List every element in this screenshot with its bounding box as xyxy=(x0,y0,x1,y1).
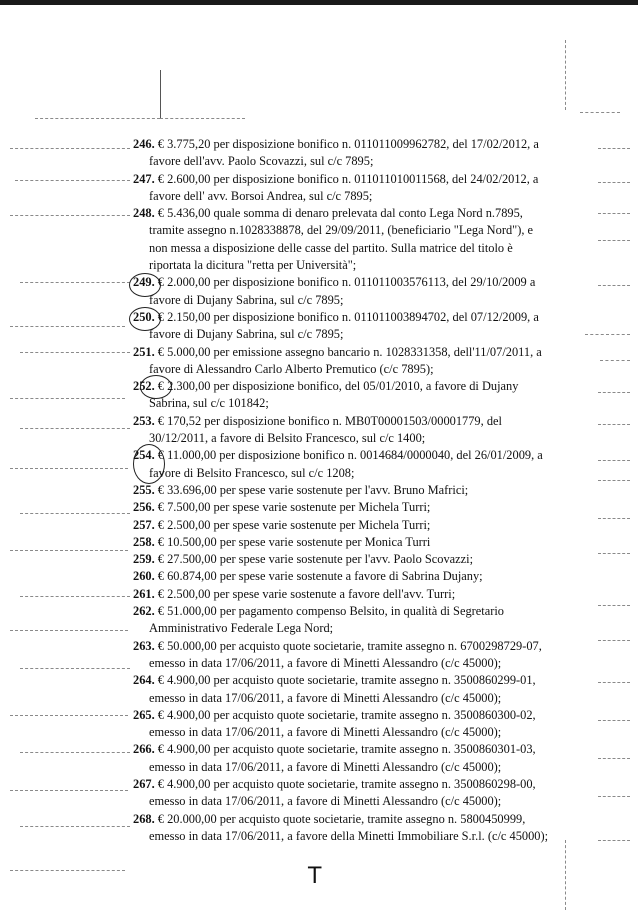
handwritten-mark: T xyxy=(308,864,322,889)
scan-line xyxy=(598,553,630,554)
entry-number: 267. xyxy=(133,776,155,791)
entry-number: 265. xyxy=(133,707,155,722)
entry-number: 260. xyxy=(133,569,155,584)
list-item xyxy=(133,136,589,171)
entry-number: 251. xyxy=(133,344,155,359)
scan-line xyxy=(598,285,630,286)
list-item xyxy=(133,447,589,482)
scan-line xyxy=(598,480,630,481)
scan-line xyxy=(10,630,128,631)
entry-text: € 2.000,00 per disposizione bonifico n. 011011003576113, del 29/10/2009 a xyxy=(157,275,536,290)
entry-number: 258. xyxy=(133,534,155,549)
entry-number: 259. xyxy=(133,552,155,567)
entry-text: € 2.500,00 per spese varie sostenute a favore dell'avv. Turri; xyxy=(157,586,456,601)
entry-number: 247. xyxy=(133,171,155,186)
scan-line xyxy=(10,550,128,551)
list-item xyxy=(133,309,589,344)
entry-text: emesso in data 17/06/2011, a favore della Minetti Immobiliare S.r.l. (c/c 45000); xyxy=(149,828,549,843)
entry-text: € 60.874,00 per spese varie sostenute a favore di Sabrina Dujany; xyxy=(157,569,483,584)
scan-line xyxy=(585,334,630,335)
entry-text: € 4.900,00 per acquisto quote societarie, tramite assegno n. 3500860299-01, xyxy=(157,673,536,688)
entry-number: 257. xyxy=(133,517,155,532)
entry-text: € 3.775,20 per disposizione bonifico n. 011011009962782, del 17/02/2012, a xyxy=(157,137,539,151)
scan-line xyxy=(10,148,130,149)
entry-text: favore dell' avv. Borsoi Andrea, sul c/c 7895; xyxy=(149,188,373,203)
entry-number: 268. xyxy=(133,811,155,826)
scan-line xyxy=(10,870,125,871)
scan-line xyxy=(598,720,630,721)
entry-text: € 4.900,00 per acquisto quote societarie, tramite assegno n. 3500860298-00, xyxy=(157,776,536,791)
entry-number: 262. xyxy=(133,604,155,619)
scan-line xyxy=(20,513,130,514)
entry-text: € 2.300,00 per disposizione bonifico, del 05/01/2010, a favore di Dujany xyxy=(157,379,519,394)
entry-number: 249. xyxy=(133,275,155,290)
entry-text: favore di Belsito Francesco, sul c/c 1208; xyxy=(149,465,355,480)
scan-line xyxy=(35,118,160,119)
scan-line xyxy=(598,682,630,683)
entry-text: € 2.600,00 per disposizione bonifico n. 011011010011568, del 24/02/2012, a xyxy=(157,171,539,186)
entry-text: tramite assegno n.1028338878, del 29/09/2011, (beneficiario "Lega Nord"), e xyxy=(149,223,534,238)
scan-line xyxy=(10,215,130,216)
list-item xyxy=(133,551,589,568)
entry-text: € 170,52 per disposizione bonifico n. MB0T00001503/00001779, del xyxy=(157,413,502,428)
list-item xyxy=(133,568,589,585)
entry-text: Sabrina, sul c/c 101842; xyxy=(149,396,269,411)
entry-text: emesso in data 17/06/2011, a favore di Minetti Alessandro (c/c 45000); xyxy=(149,655,502,670)
scan-line xyxy=(160,118,245,119)
entry-text: favore dell'avv. Paolo Scovazzi, sul c/c 7895; xyxy=(149,154,374,169)
scan-vertical-mark xyxy=(565,40,566,110)
list-item xyxy=(133,586,589,603)
scan-line xyxy=(15,180,130,181)
scan-line xyxy=(598,392,630,393)
list-item xyxy=(133,741,589,776)
scan-line xyxy=(10,326,125,327)
scan-line xyxy=(598,796,630,797)
scan-line xyxy=(598,758,630,759)
entry-text: non messa a disposizione delle casse del partito. Sulla matrice del titolo è xyxy=(149,240,513,255)
list-item xyxy=(133,205,589,274)
list-item xyxy=(133,482,589,499)
entry-number: 250. xyxy=(133,309,155,324)
scan-line xyxy=(20,596,130,597)
entry-text: € 51.000,00 per pagamento compenso Belsito, in qualità di Segretario xyxy=(157,604,504,619)
scan-line xyxy=(10,790,128,791)
entry-number: 252. xyxy=(133,379,155,394)
list-item xyxy=(133,378,589,413)
entry-text: favore di Dujany Sabrina, sul c/c 7895; xyxy=(149,292,344,307)
entry-number: 263. xyxy=(133,638,155,653)
entry-number: 264. xyxy=(133,673,155,688)
scan-line xyxy=(598,213,630,214)
scan-line xyxy=(580,112,620,113)
entry-number: 256. xyxy=(133,500,155,515)
scan-line xyxy=(598,640,630,641)
list-item xyxy=(133,776,589,811)
list-item xyxy=(133,603,589,638)
entry-text: emesso in data 17/06/2011, a favore di Minetti Alessandro (c/c 45000); xyxy=(149,759,502,774)
entry-text: emesso in data 17/06/2011, a favore di Minetti Alessandro (c/c 45000); xyxy=(149,690,502,705)
scan-line xyxy=(10,398,125,399)
list-item xyxy=(133,344,589,379)
list-item xyxy=(133,638,589,673)
entry-text: € 4.900,00 per acquisto quote societarie, tramite assegno n. 3500860301-03, xyxy=(157,742,536,757)
scan-line xyxy=(20,752,130,753)
entry-number: 255. xyxy=(133,482,155,497)
scan-line xyxy=(10,468,128,469)
entry-text: € 7.500,00 per spese varie sostenute per Michela Turri; xyxy=(157,500,431,515)
scan-vertical-mark xyxy=(565,840,566,910)
list-item xyxy=(133,413,589,448)
list-item xyxy=(133,672,589,707)
entry-text: € 20.000,00 per acquisto quote societarie, tramite assegno n. 5800450999, xyxy=(157,811,526,826)
expense-list xyxy=(133,136,589,845)
scan-line xyxy=(598,148,630,149)
scan-line xyxy=(598,518,630,519)
entry-number: 246. xyxy=(133,137,155,151)
list-item xyxy=(133,171,589,206)
entry-number: 253. xyxy=(133,413,155,428)
entry-text: € 50.000,00 per acquisto quote societarie, tramite assegno n. 6700298729-07, xyxy=(157,638,542,653)
list-item xyxy=(133,274,589,309)
entry-text: favore di Dujany Sabrina, sul c/c 7895; xyxy=(149,327,344,342)
entry-text: Amministrativo Federale Lega Nord; xyxy=(149,621,334,636)
entry-text: emesso in data 17/06/2011, a favore di Minetti Alessandro (c/c 45000); xyxy=(149,794,502,809)
list-item xyxy=(133,534,589,551)
scan-line xyxy=(598,182,630,183)
entry-text: € 5.000,00 per emissione assegno bancario n. 1028331358, dell'11/07/2011, a xyxy=(157,344,542,359)
entry-number: 266. xyxy=(133,742,155,757)
scan-line xyxy=(20,826,130,827)
entry-number: 261. xyxy=(133,586,155,601)
scan-line xyxy=(20,428,130,429)
entry-text: € 33.696,00 per spese varie sostenute per l'avv. Bruno Mafrici; xyxy=(157,482,469,497)
scan-vertical-mark xyxy=(160,70,161,118)
list-item xyxy=(133,499,589,516)
scan-line xyxy=(20,668,130,669)
scan-line xyxy=(600,360,630,361)
scan-line xyxy=(10,715,128,716)
entry-text: € 5.436,00 quale somma di denaro prelevata dal conto Lega Nord n.7895, xyxy=(157,206,523,221)
entry-text: € 11.000,00 per disposizione bonifico n. 0014684/0000040, del 26/01/2009, a xyxy=(157,448,543,463)
entry-text: favore di Alessandro Carlo Alberto Premutico (c/c 7895); xyxy=(149,361,434,376)
list-item xyxy=(133,811,589,846)
scan-line xyxy=(598,460,630,461)
scan-line xyxy=(598,424,630,425)
entry-text: € 10.500,00 per spese varie sostenute per Monica Turri xyxy=(157,534,431,549)
entry-text: riportata la dicitura "retta per Università"; xyxy=(149,258,357,273)
scan-top-border xyxy=(0,0,638,5)
entry-text: 30/12/2011, a favore di Belsito Francesco, sul c/c 1400; xyxy=(149,431,426,446)
entry-text: € 27.500,00 per spese varie sostenute per l'avv. Paolo Scovazzi; xyxy=(157,552,474,567)
scan-line xyxy=(20,352,130,353)
scan-line xyxy=(598,840,630,841)
entry-text: € 2.150,00 per disposizione bonifico n. 011011003894702, del 07/12/2009, a xyxy=(157,309,539,324)
scan-line xyxy=(598,240,630,241)
list-item xyxy=(133,707,589,742)
entry-text: € 2.500,00 per spese varie sostenute per Michela Turri; xyxy=(157,517,431,532)
entry-number: 254. xyxy=(133,448,155,463)
scan-line xyxy=(598,605,630,606)
entry-number: 248. xyxy=(133,206,155,221)
entry-text: € 4.900,00 per acquisto quote societarie, tramite assegno n. 3500860300-02, xyxy=(157,707,536,722)
scan-line xyxy=(20,282,130,283)
entry-text: emesso in data 17/06/2011, a favore di Minetti Alessandro (c/c 45000); xyxy=(149,725,502,740)
list-item xyxy=(133,517,589,534)
